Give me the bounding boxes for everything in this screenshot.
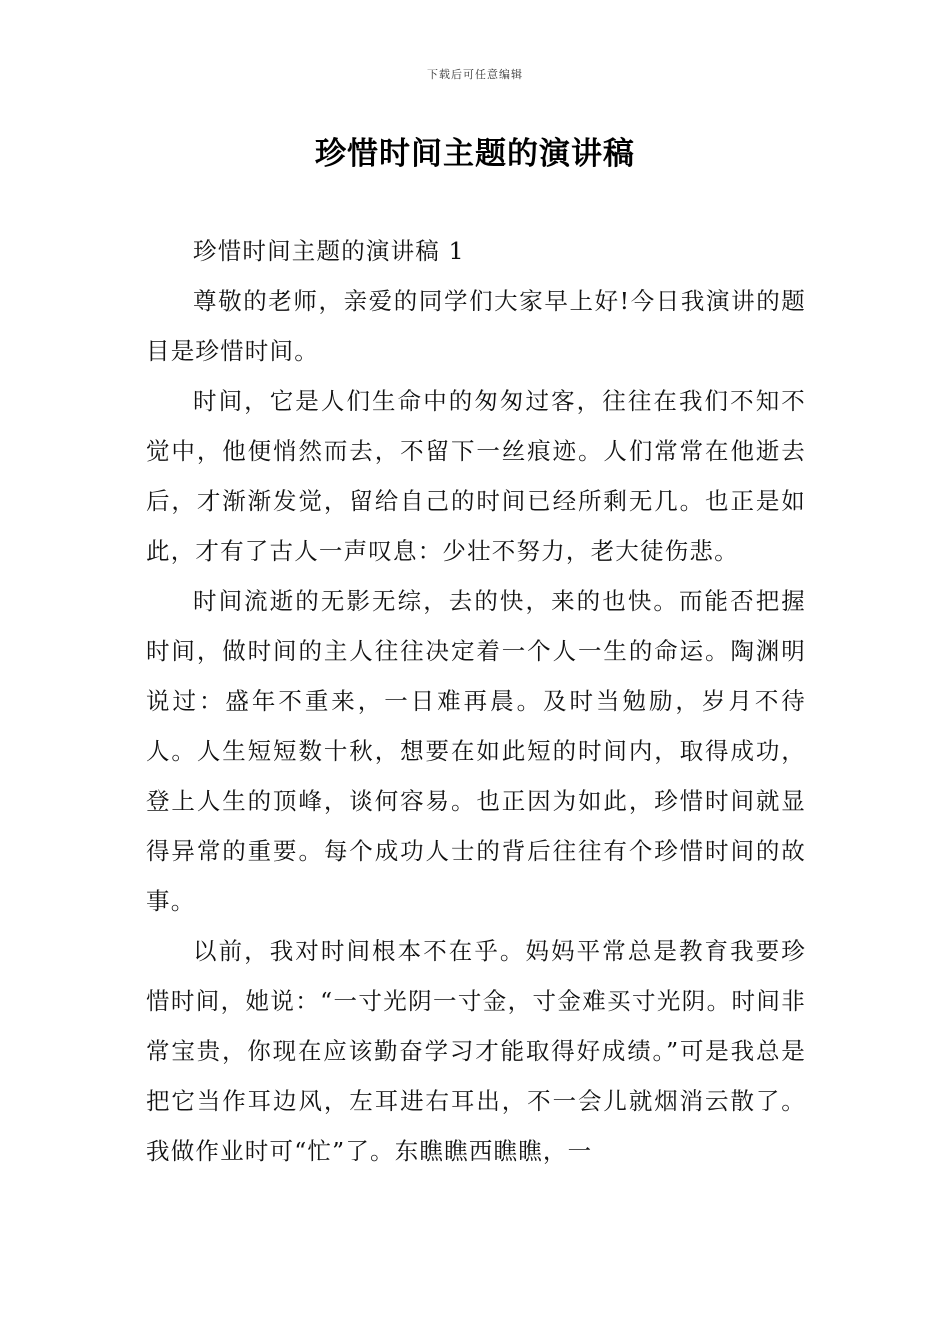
document-title: 珍惜时间主题的演讲稿 (315, 136, 635, 172)
paragraph-time-fate: 时间流逝的无影无综，去的快，来的也快。而能否把握时间，做时间的主人往往决定着一个人一生的命运。陶渊明说过：盛年不重来，一日难再晨。及时当勉励，岁月不待人。人生短短数十秋，想要在如此短的时间内，取得成功，登上人生的顶峰，谈何容易。也正因为如此，珍惜时间就显得异常的重要。每个成功人士的背后往往有个珍惜时间的故事。 (146, 587, 806, 915)
paragraph-greeting: 尊敬的老师，亲爱的同学们大家早上好!今日我演讲的题目是珍惜时间。 (146, 287, 806, 365)
paragraph-time-passes: 时间，它是人们生命中的匆匆过客，往往在我们不知不觉中，他便悄然而去，不留下一丝痕迹。人们常常在他逝去后，才渐渐发觉，留给自己的时间已经所剩无几。也正是如此，才有了古人一声叹息：少壮不努力，老大徒伤悲。 (146, 387, 806, 565)
header-note: 下载后可任意编辑 (427, 68, 523, 81)
paragraph-subtitle: 珍惜时间主题的演讲稿 1 (193, 237, 465, 265)
paragraph-personal-story: 以前，我对时间根本不在乎。妈妈平常总是教育我要珍惜时间，她说：“一寸光阴一寸金，寸金难买寸光阴。时间非常宝贵，你现在应该勤奋学习才能取得好成绩。”可是我总是把它当作耳边风，左耳进右耳出，不一会儿就烟消云散了。我做作业时可“忙”了。东瞧瞧西瞧瞧，一 (146, 937, 806, 1165)
document-body (146, 226, 806, 1176)
